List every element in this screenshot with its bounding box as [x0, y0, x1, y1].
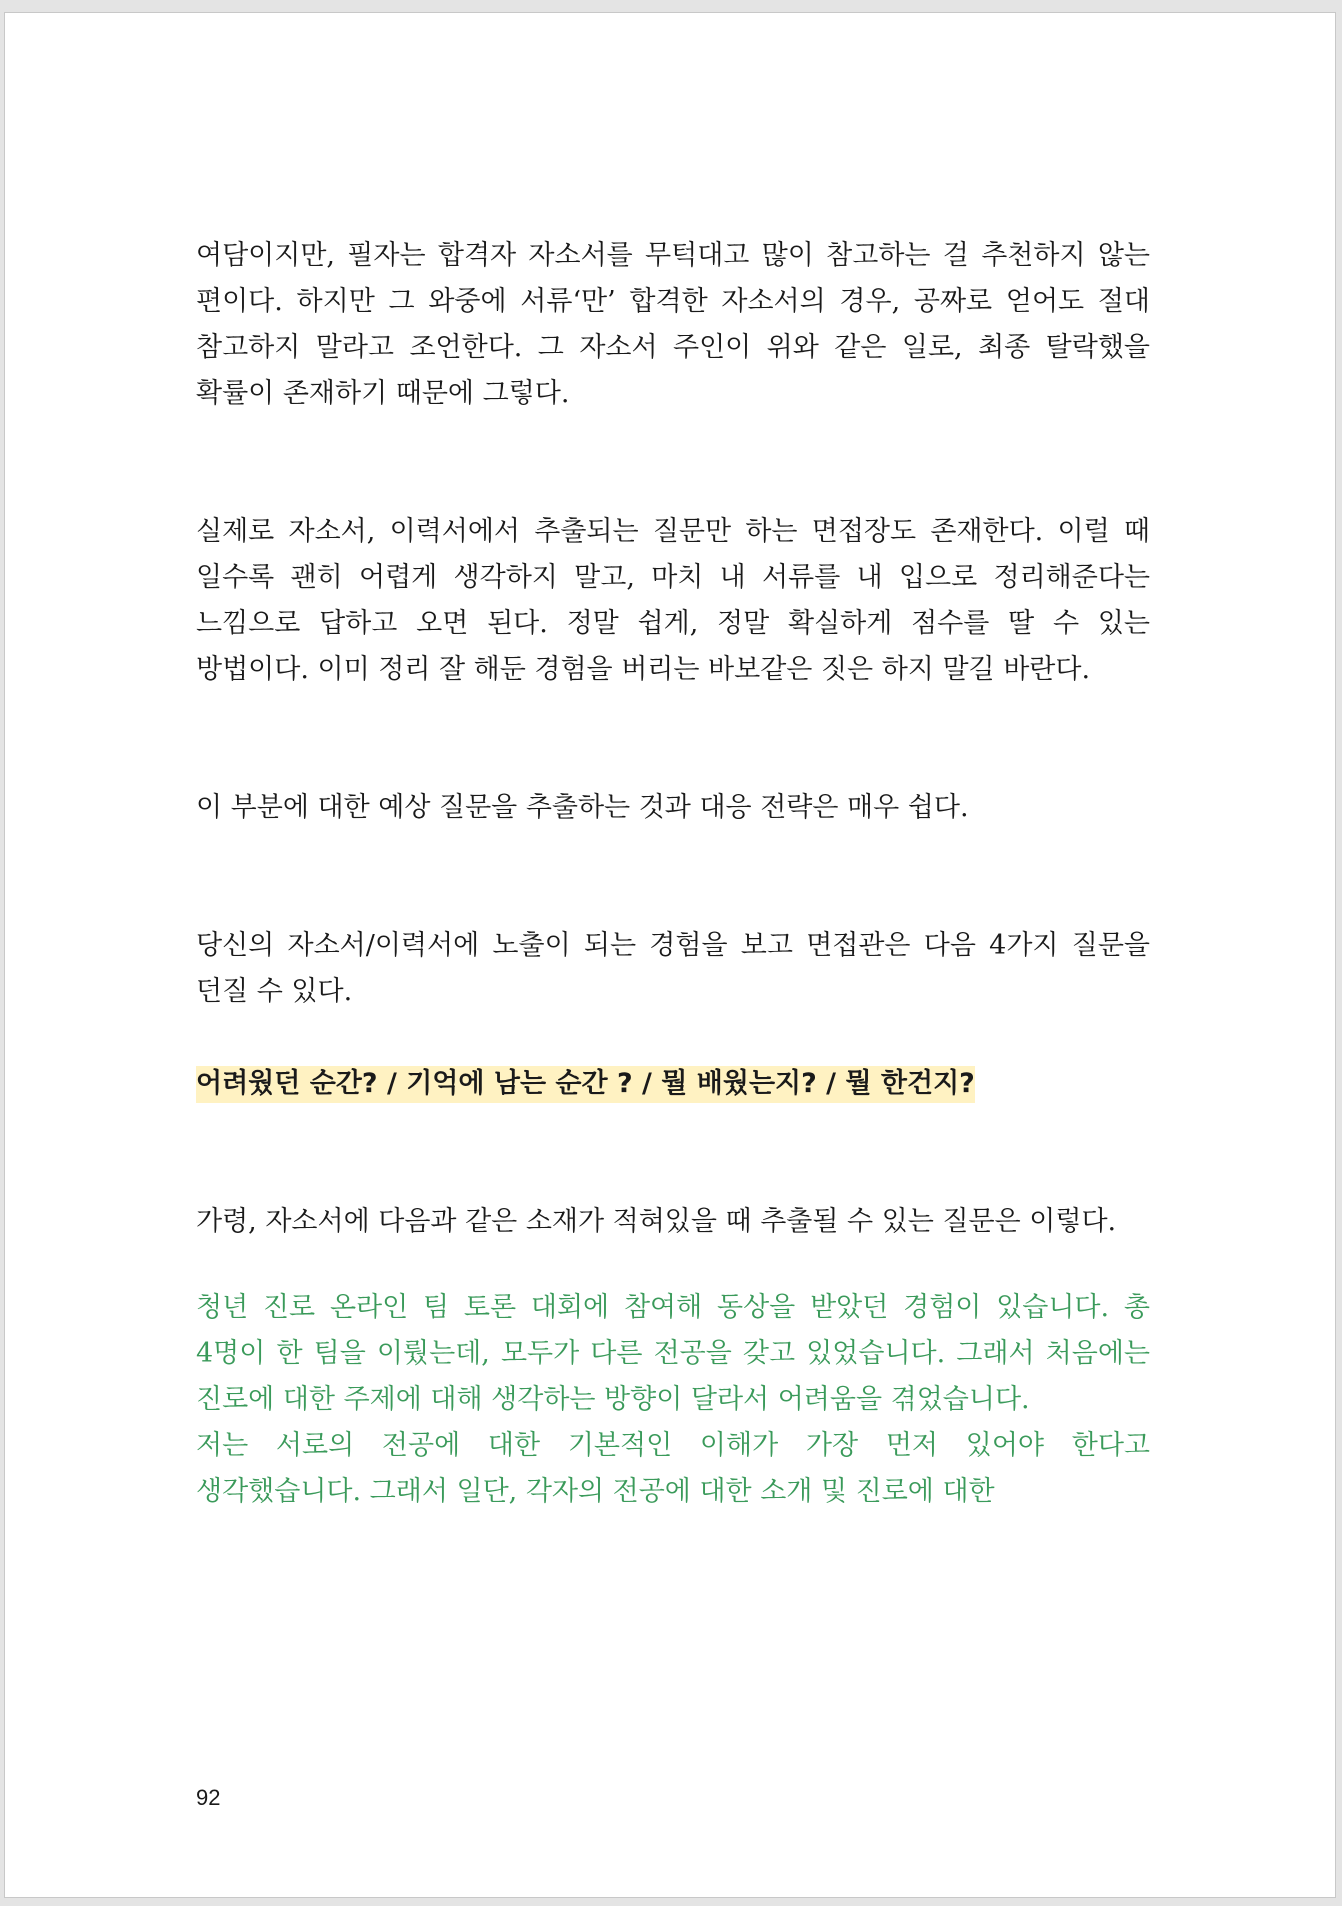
paragraph-3: 이 부분에 대한 예상 질문을 추출하는 것과 대응 전략은 매우 쉽다.: [196, 792, 969, 823]
example-paragraph-2: 저는 서로의 전공에 대한 기본적인 이해가 가장 먼저 있어야 한다고 생각했습니다. 그래서 일단, 각자의 전공에 대한 소개 및 진로에 대한: [196, 1430, 1150, 1507]
paragraph-4: 당신의 자소서/이력서에 노출이 되는 경험을 보고 면접관은 다음 4가지 질문을 던질 수 있다.: [196, 930, 1150, 1007]
paragraph-5: 가령, 자소서에 다음과 같은 소재가 적혀있을 때 추출될 수 있는 질문은 이렇다.: [196, 1206, 1117, 1237]
page-number: 92: [196, 1785, 221, 1810]
paragraph-2: 실제로 자소서, 이력서에서 추출되는 질문만 하는 면접장도 존재한다. 이럴 때 일수록 괜히 어렵게 생각하지 말고, 마치 내 서류를 내 입으로 정리해준다는 느낌으로 답하고 오면 된다. 정말 쉽게, 정말 확실하게 점수를 딸 수 있는 방법이다. 이미 정리 잘 해둔 경험을 버리는 바보같은 짓은 하지 말길 바란다.: [196, 516, 1150, 685]
highlighted-questions-text: 어려웠던 순간? / 기억에 남는 순간 ? / 뭘 배웠는지? / 뭘 한건지?: [196, 1066, 975, 1103]
page-content: [196, 233, 1150, 1515]
example-paragraph-1: 청년 진로 온라인 팀 토론 대회에 참여해 동상을 받았던 경험이 있습니다. 총 4명이 한 팀을 이뤘는데, 모두가 다른 전공을 갖고 있었습니다. 그래서 처음에는 진로에 대한 주제에 대해 생각하는 방향이 달라서 어려움을 겪었습니다.: [196, 1292, 1150, 1415]
highlighted-questions: [196, 1061, 1150, 1107]
document-page: [4, 12, 1336, 1898]
paragraph-1: 여담이지만, 필자는 합격자 자소서를 무턱대고 많이 참고하는 걸 추천하지 않는 편이다. 하지만 그 와중에 서류‘만’ 합격한 자소서의 경우, 공짜로 얻어도 절대 참고하지 말라고 조언한다. 그 자소서 주인이 위와 같은 일로, 최종 탈락했을 확률이 존재하기 때문에 그렇다.: [196, 240, 1150, 409]
